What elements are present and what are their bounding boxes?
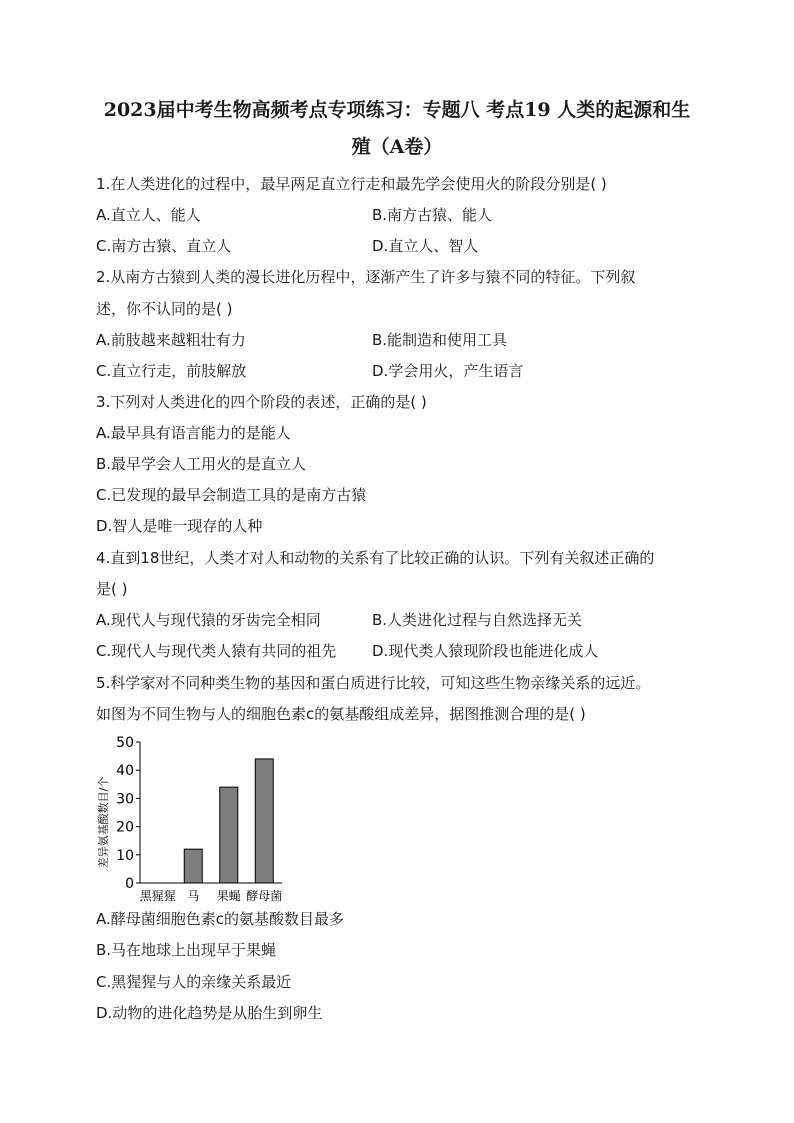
- question-4-stem-line-2: 是( ): [96, 580, 128, 598]
- question-4-option-d[interactable]: D.现代类人猿现阶段也能进化成人: [372, 642, 599, 660]
- question-4-option-a[interactable]: A.现代人与现代猿的牙齿完全相同: [96, 611, 321, 629]
- question-3-option-a[interactable]: A.最早具有语言能力的是能人: [96, 424, 291, 442]
- question-1-option-a[interactable]: A.直立人、能人: [96, 206, 201, 224]
- amino-acid-difference-bar-chart: [94, 730, 294, 906]
- y-axis-label: 差异氨基酸数目/个: [97, 776, 110, 869]
- y-tick-label: 20: [116, 819, 134, 836]
- question-5-option-a[interactable]: A.酵母菌细胞色素c的氨基酸数目最多: [96, 910, 345, 928]
- question-5-stem-line-1: 5.科学家对不同种类生物的基因和蛋白质进行比较，可知这些生物亲缘关系的远近。: [96, 674, 651, 692]
- question-3-option-b[interactable]: B.最早学会人工用火的是直立人: [96, 455, 307, 473]
- y-tick-label: 40: [116, 763, 134, 780]
- bar-3: [255, 759, 273, 883]
- question-1-option-c[interactable]: C.南方古猿、直立人: [96, 237, 232, 255]
- question-5-option-b[interactable]: B.马在地球上出现早于果蝇: [96, 941, 277, 959]
- question-5-option-c[interactable]: C.黑猩猩与人的亲缘关系最近: [96, 973, 292, 991]
- question-2-option-a[interactable]: A.前肢越来越粗壮有力: [96, 331, 246, 349]
- question-3-option-c[interactable]: C.已发现的最早会制造工具的是南方古猿: [96, 486, 367, 504]
- question-4-option-b[interactable]: B.人类进化过程与自然选择无关: [372, 611, 583, 629]
- question-5-option-d[interactable]: D.动物的进化趋势是从胎生到卵生: [96, 1004, 323, 1022]
- document-title-line-2: 殖（A卷）: [351, 136, 443, 158]
- question-2-option-b[interactable]: B.能制造和使用工具: [372, 331, 508, 349]
- x-category-label: 黑猩猩: [139, 889, 176, 903]
- x-category-label: 马: [187, 889, 200, 903]
- question-3-option-d[interactable]: D.智人是唯一现存的人种: [96, 517, 263, 535]
- question-4-stem-line-1: 4.直到18世纪，人类才对人和动物的关系有了比较正确的认识。下列有关叙述正确的: [96, 549, 655, 567]
- question-2-option-c[interactable]: C.直立行走，前肢解放: [96, 362, 247, 380]
- question-1-stem: 1.在人类进化的过程中，最早两足直立行走和最先学会使用火的阶段分别是( ): [96, 175, 607, 193]
- y-tick-label: 0: [125, 876, 134, 892]
- question-2-stem-line-1: 2.从南方古猿到人类的漫长进化历程中，逐渐产生了许多与猿不同的特征。下列叙: [96, 268, 636, 286]
- question-2-option-d[interactable]: D.学会用火，产生语言: [372, 362, 524, 380]
- bar-2: [220, 787, 238, 883]
- document-title-line-1: 2023届中考生物高频考点专项练习：专题八 考点19 人类的起源和生: [103, 99, 691, 121]
- question-4-option-c[interactable]: C.现代人与现代类人猿有共同的祖先: [96, 642, 337, 660]
- bar-1: [184, 849, 202, 883]
- y-tick-label: 50: [116, 735, 134, 751]
- question-1-option-d[interactable]: D.直立人、智人: [372, 237, 479, 255]
- question-3-stem: 3.下列对人类进化的四个阶段的表述，正确的是( ): [96, 393, 427, 411]
- question-1-option-b[interactable]: B.南方古猿、能人: [372, 206, 493, 224]
- y-tick-label: 30: [116, 791, 134, 808]
- question-5-stem-line-2: 如图为不同生物与人的细胞色素c的氨基酸组成差异，据图推测合理的是( ): [96, 705, 586, 723]
- x-category-label: 酵母菌: [246, 889, 283, 903]
- y-tick-label: 10: [116, 847, 134, 864]
- x-category-label: 果蝇: [216, 889, 241, 903]
- question-2-stem-line-2: 述，你不认同的是( ): [96, 300, 233, 318]
